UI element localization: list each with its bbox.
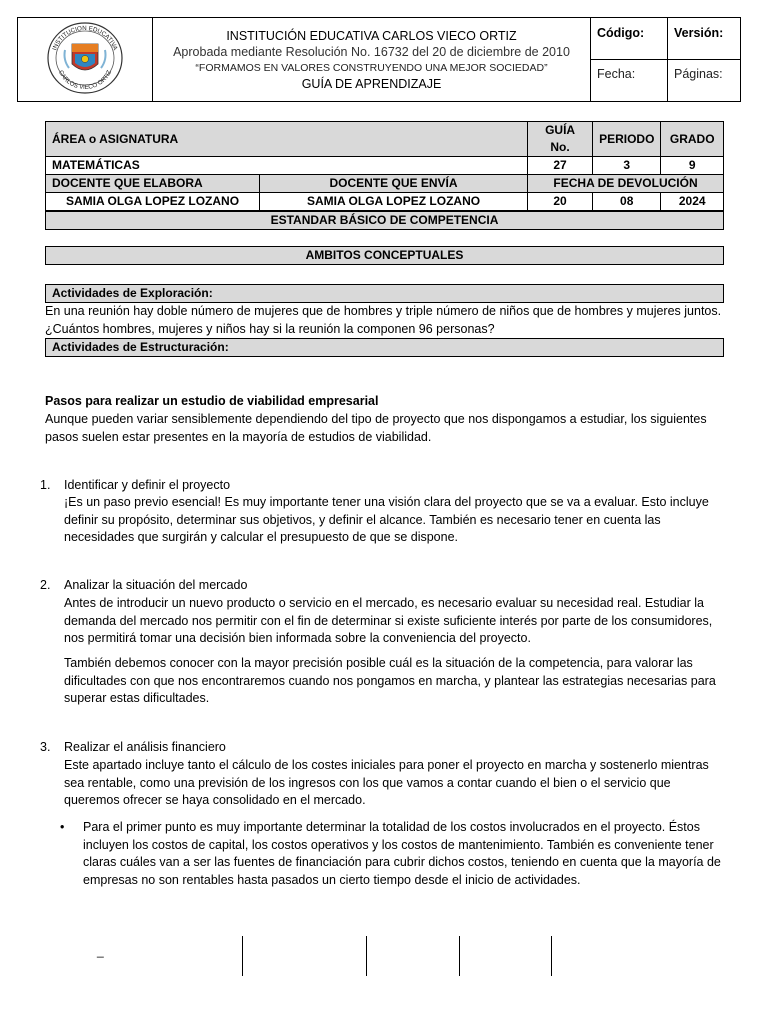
teacher-send-value: SAMIA OLGA LOPEZ LOZANO bbox=[260, 193, 528, 211]
version-cell bbox=[668, 18, 741, 60]
footer-dash: _ bbox=[97, 944, 104, 958]
code-cell bbox=[591, 18, 668, 60]
step1-title: Identificar y definir el proyecto bbox=[64, 478, 231, 492]
period-value: 3 bbox=[593, 157, 661, 175]
content-heading: Pasos para realizar un estudio de viabilidad empresarial bbox=[45, 394, 379, 408]
content-intro: Aunque pueden variar sensiblemente dependiendo del tipo de proyecto que nos dispongamos a estudiar, los siguientes pasos suelen estar presentes en la mayoría de estudios de viabilidad. bbox=[45, 412, 707, 444]
institution-name: INSTITUCIÓN EDUCATIVA CARLOS VIECO ORTIZ bbox=[226, 28, 517, 43]
footer-divider bbox=[551, 936, 552, 976]
standard-bar: ESTANDAR BÁSICO DE COMPETENCIA bbox=[45, 211, 724, 230]
step3-number: 3. bbox=[40, 740, 51, 754]
document-header bbox=[17, 17, 741, 102]
pages-label: Páginas: bbox=[674, 67, 723, 81]
guide-title: GUÍA DE APRENDIZAJE bbox=[301, 76, 442, 91]
step3-text: Este apartado incluye tanto el cálculo de los costes iniciales para poner el proyecto en marcha y sostenerlo mientras sea rentable, como una previsión de los ingresos con los que vamos a contar cuando el bien o el servicio que queremos ofrecer se haya consolidado en el mercado. bbox=[64, 758, 709, 807]
footer-divider bbox=[366, 936, 367, 976]
step2-number: 2. bbox=[40, 578, 51, 592]
grade-label: GRADO bbox=[661, 122, 724, 157]
date-cell bbox=[591, 60, 668, 102]
exploration-text: En una reunión hay doble número de mujeres que de hombres y triple número de niños que de hombres y mujeres juntos. ¿Cuántos hombres, mujeres y niños hay si la reunión la componen 96 personas? bbox=[45, 304, 722, 336]
step2-text-2: También debemos conocer con la mayor precisión posible cuál es la situación de la competencia, para valorar las dificultades con que nos encontraremos cuando nos pongamos en marcha, y plantear las estrategias necesarias para superar estas dificultades. bbox=[64, 656, 716, 705]
ambits-bar: AMBITOS CONCEPTUALES bbox=[45, 246, 724, 265]
version-label: Versión: bbox=[674, 26, 724, 40]
date-label: Fecha: bbox=[597, 67, 636, 81]
exploration-bar: Actividades de Exploración: bbox=[45, 284, 724, 303]
return-day: 20 bbox=[528, 193, 593, 211]
pages-cell bbox=[668, 60, 741, 102]
bullet1-text: Para el primer punto es muy importante determinar la totalidad de los costos involucrados en el proyecto. Éstos incluyen los costos de capital, los costos operativos y los costos de mantenimiento. También es conveniente tener claras cuáles van a ser las fuentes de financiación para cubrir dichos costos, teniendo en cuenta que la mayoría de empresas no son rentables hasta pasados un cierto tiempo desde el inicio de actividades. bbox=[83, 820, 721, 887]
teacher-prep-label: DOCENTE QUE ELABORA bbox=[46, 175, 260, 193]
return-year: 2024 bbox=[661, 193, 724, 211]
step3-title: Realizar el análisis financiero bbox=[64, 740, 226, 754]
school-seal-icon bbox=[45, 20, 125, 96]
logo-cell bbox=[18, 18, 153, 102]
return-date-label: FECHA DE DEVOLUCIÓN bbox=[528, 175, 724, 193]
area-value: MATEMÁTICAS bbox=[46, 157, 528, 175]
grade-value: 9 bbox=[661, 157, 724, 175]
teacher-send-label: DOCENTE QUE ENVÍA bbox=[260, 175, 528, 193]
area-label: ÁREA o ASIGNATURA bbox=[46, 122, 528, 157]
title-cell bbox=[153, 18, 591, 102]
seal-top-text: INSTITUCION EDUCATIVA bbox=[51, 24, 119, 52]
teacher-prep-value: SAMIA OLGA LOPEZ LOZANO bbox=[46, 193, 260, 211]
footer-divider bbox=[242, 936, 243, 976]
period-label: PERIODO bbox=[593, 122, 661, 157]
step2-text: Antes de introducir un nuevo producto o servicio en el mercado, es necesario evaluar su necesidad real. Estudiar la demanda del mercado nos permitir con el fin de determinar si existe suficiente interés por parte de los consumidores, nos permitirá tomar una decisión bien informada sobre la conveniencia del proyecto. bbox=[64, 596, 713, 645]
footer-divider bbox=[459, 936, 460, 976]
subject-info-table bbox=[45, 121, 724, 211]
return-month: 08 bbox=[593, 193, 661, 211]
resolution-text: Aprobada mediante Resolución No. 16732 del 20 de diciembre de 2010 bbox=[173, 44, 570, 59]
seal-bottom-text: CARLOS VIECO ORTIZ bbox=[56, 69, 114, 92]
structuring-bar: Actividades de Estructuración: bbox=[45, 338, 724, 357]
motto-text: “FORMAMOS EN VALORES CONSTRUYENDO UNA MEJOR SOCIEDAD” bbox=[195, 61, 548, 74]
guide-no-value: 27 bbox=[528, 157, 593, 175]
code-label: Código: bbox=[597, 26, 645, 40]
guide-no-label: GUÍA No. bbox=[528, 122, 593, 157]
step1-number: 1. bbox=[40, 478, 51, 492]
bullet-icon: • bbox=[60, 820, 65, 834]
step2-title: Analizar la situación del mercado bbox=[64, 578, 248, 592]
step1-text: ¡Es un paso previo esencial! Es muy importante tener una visión clara del proyecto que se va a evaluar. Esto incluye definir su propósito, determinar sus objetivos, y definir el alcance. También es necesario tener en cuenta las necesidades que surgirán y calcular el presupuesto de que se dispone. bbox=[64, 495, 709, 544]
